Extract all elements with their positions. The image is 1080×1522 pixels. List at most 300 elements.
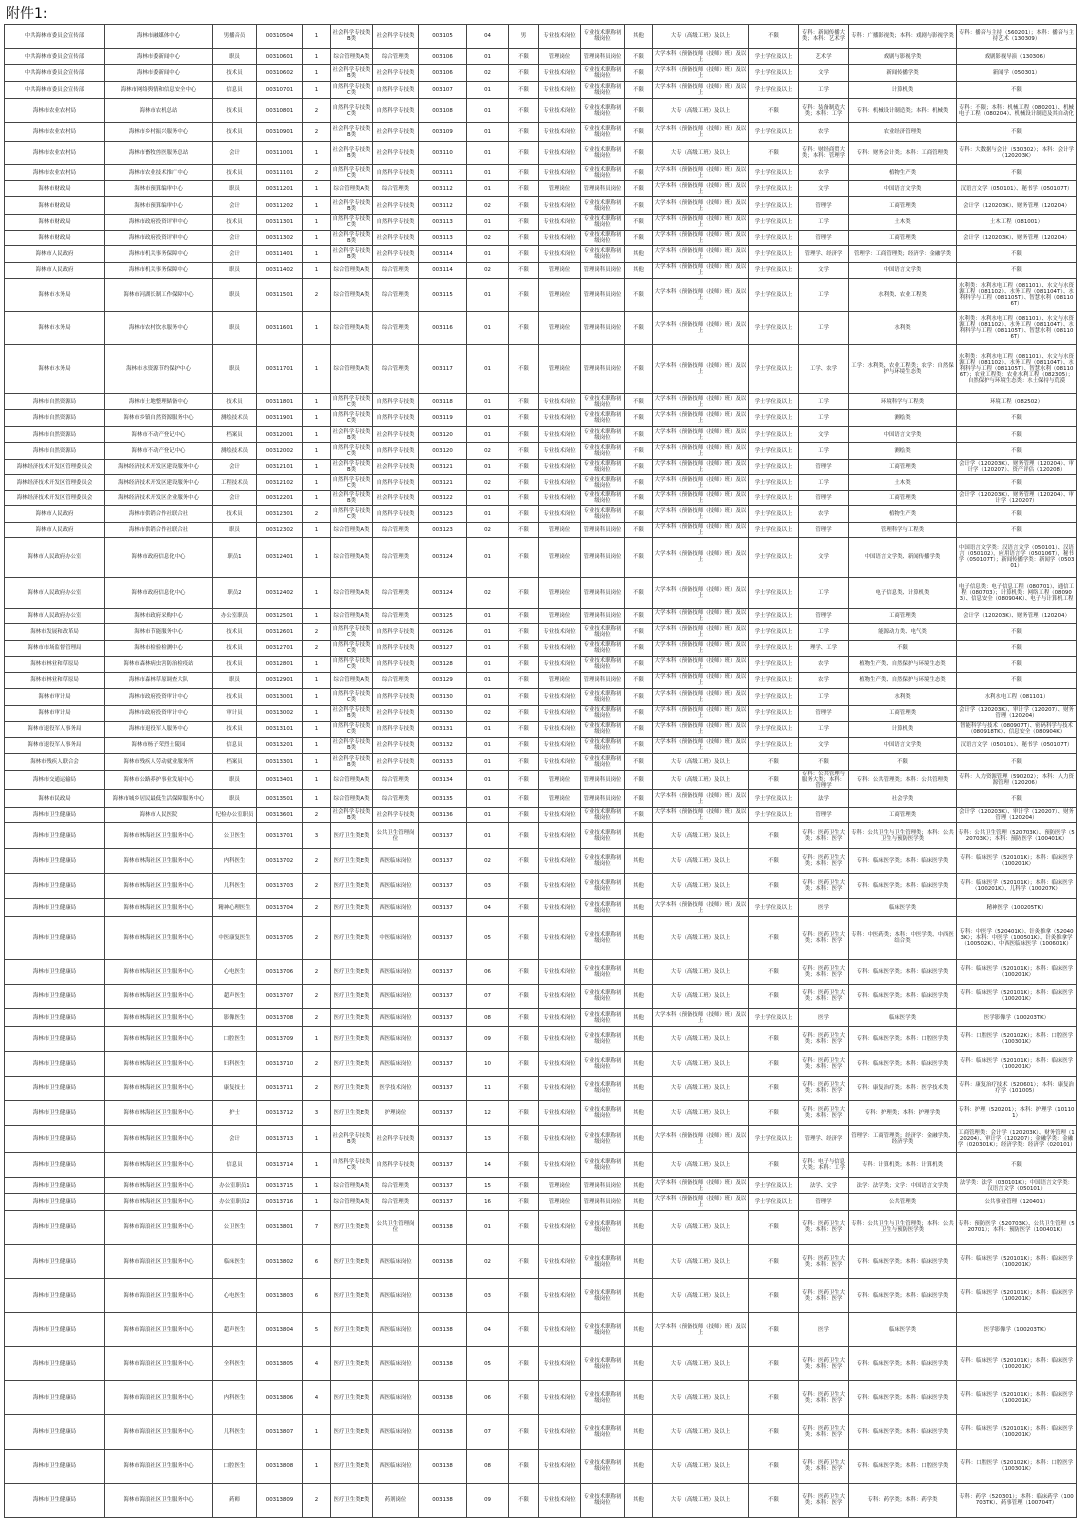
cell-degree: 学士学位及以上 bbox=[749, 165, 799, 180]
cell-post-seq: 02 bbox=[467, 262, 509, 279]
cell-major-category: 农学 bbox=[799, 672, 849, 689]
cell-post-level: 专业技术职称初级岗位 bbox=[581, 1313, 625, 1347]
cell-exam-category: 医疗卫生类E类 bbox=[331, 1076, 373, 1101]
cell-major-category: 专科：医药卫生大类；本科：医学 bbox=[799, 1076, 849, 1101]
table-row bbox=[5, 1210, 1077, 1244]
cell-count: 2 bbox=[303, 1076, 331, 1101]
cell-count: 1 bbox=[303, 770, 331, 790]
table-row bbox=[5, 393, 1077, 410]
cell-major-category: 专科：装备制造大类；本科：工学 bbox=[799, 99, 849, 123]
cell-post-name: 技术员 bbox=[213, 640, 257, 657]
cell-exam-category: 综合管理类A类 bbox=[331, 279, 373, 312]
cell-gender: 不限 bbox=[509, 1313, 539, 1347]
cell-major-detail: 不限 bbox=[957, 165, 1077, 180]
cell-exam-category: 自然科学专技类C类 bbox=[331, 81, 373, 99]
cell-post-code: 00312101 bbox=[257, 459, 303, 474]
table-row bbox=[5, 99, 1077, 123]
cell-gender: 不限 bbox=[509, 459, 539, 474]
cell-post-code: 00313001 bbox=[257, 689, 303, 706]
cell-post-name: 男播音员 bbox=[213, 25, 257, 49]
cell-degree: 学士学位及以上 bbox=[749, 443, 799, 460]
cell-post-name: 职员 bbox=[213, 279, 257, 312]
cell-count: 2 bbox=[303, 123, 331, 142]
cell-major-detail: 不限 bbox=[957, 443, 1077, 460]
cell-major-detail: 中国语言文学类：汉语言文学（050101）、汉语言（050102），应用语言学（050106T），秘书学（050107T）；新闻传播学类：新闻学（050301） bbox=[957, 538, 1077, 577]
cell-exam-subject: 综合管理类 bbox=[373, 790, 419, 808]
cell-exam-subject: 社会科学专技类 bbox=[373, 705, 419, 722]
cell-major-class: 中国语言文学类 bbox=[849, 262, 957, 279]
cell-exam-category: 医疗卫生类E类 bbox=[331, 984, 373, 1009]
cell-dept: 海林市审计局 bbox=[5, 705, 105, 722]
cell-major-detail: 不限 bbox=[957, 672, 1077, 689]
cell-subject-code: 003138 bbox=[419, 1244, 467, 1278]
cell-exam-subject: 综合管理类 bbox=[373, 345, 419, 394]
cell-subject-code: 003112 bbox=[419, 180, 467, 197]
cell-exam-subject: 公共卫生管理岗位 bbox=[373, 1210, 419, 1244]
cell-unit: 海林市杨子荣烈士陵园 bbox=[105, 737, 213, 754]
cell-post-type: 专业技术岗位 bbox=[539, 1126, 581, 1153]
cell-education: 大专（高级工班）及以上 bbox=[653, 1449, 749, 1483]
cell-exam-category: 社会科学专技类B类 bbox=[331, 754, 373, 771]
cell-count: 1 bbox=[303, 141, 331, 165]
cell-remark-type: 其他 bbox=[625, 1126, 653, 1153]
cell-post-code: 00313809 bbox=[257, 1483, 303, 1517]
cell-degree: 学士学位及以上 bbox=[749, 123, 799, 142]
cell-major-category: 文学 bbox=[799, 65, 849, 82]
cell-dept: 海林市卫生健康局 bbox=[5, 984, 105, 1009]
cell-unit: 海林市检验检测中心 bbox=[105, 640, 213, 657]
cell-exam-subject: 西医临床岗位 bbox=[373, 984, 419, 1009]
cell-post-seq: 01 bbox=[467, 410, 509, 427]
cell-count: 2 bbox=[303, 1009, 331, 1027]
cell-exam-subject: 综合管理类 bbox=[373, 538, 419, 577]
cell-post-level: 管理岗科员岗位 bbox=[581, 180, 625, 197]
table-row bbox=[5, 215, 1077, 230]
cell-post-level: 专业技术职称初级岗位 bbox=[581, 657, 625, 672]
cell-post-code: 00311301 bbox=[257, 215, 303, 230]
cell-remark-type: 其他 bbox=[625, 1009, 653, 1027]
cell-education: 大专（高级工班）及以上 bbox=[653, 141, 749, 165]
cell-major-detail: 不限 bbox=[957, 123, 1077, 142]
cell-post-level: 专业技术职称初级岗位 bbox=[581, 807, 625, 822]
cell-post-type: 专业技术岗位 bbox=[539, 722, 581, 737]
cell-post-seq: 01 bbox=[467, 393, 509, 410]
cell-subject-code: 003121 bbox=[419, 459, 467, 474]
cell-subject-code: 003138 bbox=[419, 1313, 467, 1347]
cell-count: 1 bbox=[303, 689, 331, 706]
cell-degree: 不限 bbox=[749, 1210, 799, 1244]
cell-post-name: 职员 bbox=[213, 48, 257, 65]
cell-subject-code: 003137 bbox=[419, 823, 467, 849]
cell-post-type: 专业技术岗位 bbox=[539, 81, 581, 99]
cell-remark-type: 其他 bbox=[625, 1076, 653, 1101]
cell-count: 1 bbox=[303, 345, 331, 394]
cell-post-level: 专业技术职称初级岗位 bbox=[581, 165, 625, 180]
cell-subject-code: 003137 bbox=[419, 1051, 467, 1076]
cell-post-type: 专业技术岗位 bbox=[539, 1244, 581, 1278]
cell-post-type: 管理岗位 bbox=[539, 770, 581, 790]
cell-post-seq: 01 bbox=[467, 538, 509, 577]
cell-subject-code: 003137 bbox=[419, 1026, 467, 1051]
cell-count: 2 bbox=[303, 874, 331, 899]
cell-post-level: 管理岗科员岗位 bbox=[581, 770, 625, 790]
cell-unit: 海林市畜牧兽医服务总站 bbox=[105, 141, 213, 165]
cell-exam-category: 自然科学专技类C类 bbox=[331, 443, 373, 460]
cell-post-type: 专业技术岗位 bbox=[539, 410, 581, 427]
cell-major-class: 专科：临床医学类；本科：临床医学类 bbox=[849, 1051, 957, 1076]
cell-unit: 海林市预算编审中心 bbox=[105, 180, 213, 197]
cell-major-detail: 工商管理类：会计学（120203K）、财务管理（120204）、审计学（120207）；金融学类：金融学（020301K）；经济学类：经济学（020101） bbox=[957, 1126, 1077, 1153]
cell-education: 大专（高级工班）及以上 bbox=[653, 1483, 749, 1517]
cell-remark-type: 其他 bbox=[625, 246, 653, 263]
cell-major-detail: 专科：临床医学（520101K）；本科：临床医学（100201K） bbox=[957, 984, 1077, 1009]
cell-major-detail: 专科：临床医学（520101K）；本科：临床医学（100201K） bbox=[957, 1381, 1077, 1415]
cell-remark-type: 不限 bbox=[625, 475, 653, 490]
cell-post-name: 技术员 bbox=[213, 722, 257, 737]
cell-exam-category: 自然科学专技类C类 bbox=[331, 722, 373, 737]
cell-dept: 海林市卫生健康局 bbox=[5, 959, 105, 984]
cell-post-level: 专业技术职称初级岗位 bbox=[581, 1449, 625, 1483]
table-row bbox=[5, 312, 1077, 345]
cell-major-class: 工商管理类 bbox=[849, 608, 957, 623]
cell-post-seq: 01 bbox=[467, 279, 509, 312]
cell-post-name: 公卫医生 bbox=[213, 1210, 257, 1244]
cell-post-level: 专业技术职称初级岗位 bbox=[581, 246, 625, 263]
cell-education: 大学本科（预备技师（技师）班）及以上 bbox=[653, 197, 749, 215]
cell-post-level: 专业技术职称初级岗位 bbox=[581, 640, 625, 657]
cell-post-level: 专业技术职称初级岗位 bbox=[581, 898, 625, 917]
cell-major-class: 临床医学类 bbox=[849, 1313, 957, 1347]
cell-post-level: 专业技术职称初级岗位 bbox=[581, 1153, 625, 1178]
cell-exam-subject: 综合管理类 bbox=[373, 1177, 419, 1194]
cell-post-code: 00312901 bbox=[257, 672, 303, 689]
cell-post-code: 00313707 bbox=[257, 984, 303, 1009]
cell-education: 大学本科（预备技师（技师）班）及以上 bbox=[653, 426, 749, 443]
cell-subject-code: 003129 bbox=[419, 672, 467, 689]
cell-post-level: 专业技术职称初级岗位 bbox=[581, 874, 625, 899]
cell-post-type: 管理岗位 bbox=[539, 577, 581, 608]
cell-count: 2 bbox=[303, 984, 331, 1009]
cell-degree: 学士学位及以上 bbox=[749, 65, 799, 82]
cell-education: 大学本科（预备技师（技师）班）及以上 bbox=[653, 1126, 749, 1153]
cell-education: 大专（高级工班）及以上 bbox=[653, 1153, 749, 1178]
cell-exam-category: 社会科学专技类B类 bbox=[331, 197, 373, 215]
cell-count: 1 bbox=[303, 754, 331, 771]
cell-gender: 不限 bbox=[509, 722, 539, 737]
cell-gender: 不限 bbox=[509, 1483, 539, 1517]
cell-major-category: 理学、工学 bbox=[799, 640, 849, 657]
cell-unit: 海林市农机总站 bbox=[105, 99, 213, 123]
cell-major-detail: 不限 bbox=[957, 522, 1077, 537]
cell-exam-category: 社会科学专技类B类 bbox=[331, 807, 373, 822]
cell-major-category: 工学、农学 bbox=[799, 345, 849, 394]
cell-unit: 海林市政府投资评审中心 bbox=[105, 230, 213, 245]
cell-gender: 不限 bbox=[509, 959, 539, 984]
cell-post-type: 专业技术岗位 bbox=[539, 1051, 581, 1076]
cell-post-type: 专业技术岗位 bbox=[539, 624, 581, 641]
cell-post-level: 专业技术职称初级岗位 bbox=[581, 490, 625, 505]
cell-major-class: 工学：水利类、农业工程类；农学：自然保护与环境生态类 bbox=[849, 345, 957, 394]
cell-major-category: 专科：电子与信息大类；本科：工学 bbox=[799, 1153, 849, 1178]
cell-post-name: 职员 bbox=[213, 672, 257, 689]
cell-post-code: 00312001 bbox=[257, 426, 303, 443]
cell-education: 大学本科（预备技师（技师）班）及以上 bbox=[653, 657, 749, 672]
cell-subject-code: 003121 bbox=[419, 475, 467, 490]
cell-gender: 不限 bbox=[509, 754, 539, 771]
cell-post-seq: 10 bbox=[467, 1051, 509, 1076]
cell-dept: 海林市水务局 bbox=[5, 312, 105, 345]
table-row bbox=[5, 345, 1077, 394]
cell-education: 大学本科（预备技师（技师）班）及以上 bbox=[653, 577, 749, 608]
cell-unit: 海林市节能服务中心 bbox=[105, 624, 213, 641]
cell-post-seq: 02 bbox=[467, 577, 509, 608]
cell-major-detail: 会计学（120203K）、财务管理（120204） bbox=[957, 197, 1077, 215]
cell-subject-code: 003131 bbox=[419, 722, 467, 737]
cell-post-code: 00313808 bbox=[257, 1449, 303, 1483]
cell-gender: 不限 bbox=[509, 1026, 539, 1051]
cell-post-name: 技术员 bbox=[213, 215, 257, 230]
cell-post-level: 专业技术职称初级岗位 bbox=[581, 197, 625, 215]
cell-dept: 海林市卫生健康局 bbox=[5, 1194, 105, 1211]
cell-exam-subject: 综合管理类 bbox=[373, 312, 419, 345]
table-row bbox=[5, 672, 1077, 689]
cell-gender: 不限 bbox=[509, 823, 539, 849]
cell-major-class: 测绘类 bbox=[849, 443, 957, 460]
table-row bbox=[5, 1449, 1077, 1483]
cell-post-code: 00313601 bbox=[257, 807, 303, 822]
cell-major-category: 专科：医药卫生大类；本科：医学 bbox=[799, 1210, 849, 1244]
cell-post-level: 专业技术职称初级岗位 bbox=[581, 141, 625, 165]
cell-exam-category: 社会科学专技类B类 bbox=[331, 141, 373, 165]
cell-post-seq: 01 bbox=[467, 790, 509, 808]
cell-remark-type: 不限 bbox=[625, 165, 653, 180]
cell-post-code: 00311601 bbox=[257, 312, 303, 345]
cell-gender: 不限 bbox=[509, 312, 539, 345]
cell-post-name: 公卫医生 bbox=[213, 823, 257, 849]
cell-post-seq: 04 bbox=[467, 898, 509, 917]
cell-exam-subject: 西医临床岗位 bbox=[373, 1279, 419, 1313]
cell-exam-subject: 西医临床岗位 bbox=[373, 1415, 419, 1449]
cell-gender: 不限 bbox=[509, 672, 539, 689]
cell-degree: 不限 bbox=[749, 1483, 799, 1517]
cell-post-seq: 01 bbox=[467, 99, 509, 123]
cell-degree: 学士学位及以上 bbox=[749, 230, 799, 245]
cell-unit: 海林市森林病虫害防治检疫站 bbox=[105, 657, 213, 672]
cell-education: 大学本科（预备技师（技师）班）及以上 bbox=[653, 490, 749, 505]
cell-dept: 中共海林市委员会宣传部 bbox=[5, 65, 105, 82]
cell-post-name: 办公室职员 bbox=[213, 608, 257, 623]
cell-post-seq: 03 bbox=[467, 874, 509, 899]
cell-unit: 海林市政府信息化中心 bbox=[105, 538, 213, 577]
cell-major-detail: 专科：大数据与会计（530302）；本科：会计学（120203K） bbox=[957, 141, 1077, 165]
cell-dept: 海林市市场监督管理局 bbox=[5, 640, 105, 657]
cell-post-level: 管理岗科员岗位 bbox=[581, 608, 625, 623]
cell-major-detail: 汉语言文学（050101）、秘书学（050107T） bbox=[957, 180, 1077, 197]
cell-post-level: 管理岗科员岗位 bbox=[581, 279, 625, 312]
cell-post-seq: 13 bbox=[467, 1126, 509, 1153]
cell-remark-type: 其他 bbox=[625, 1279, 653, 1313]
cell-exam-subject: 自然科学专技类 bbox=[373, 81, 419, 99]
cell-subject-code: 003130 bbox=[419, 705, 467, 722]
cell-post-seq: 01 bbox=[467, 180, 509, 197]
cell-dept: 海林市残疾人联合会 bbox=[5, 754, 105, 771]
cell-gender: 不限 bbox=[509, 1009, 539, 1027]
cell-remark-type: 其他 bbox=[625, 1415, 653, 1449]
cell-unit: 海林市退役军人服务中心 bbox=[105, 722, 213, 737]
cell-remark-type: 不限 bbox=[625, 807, 653, 822]
cell-gender: 不限 bbox=[509, 640, 539, 657]
cell-remark-type: 其他 bbox=[625, 849, 653, 874]
cell-post-code: 00313806 bbox=[257, 1381, 303, 1415]
cell-subject-code: 003138 bbox=[419, 1449, 467, 1483]
cell-count: 1 bbox=[303, 522, 331, 537]
cell-count: 1 bbox=[303, 410, 331, 427]
cell-degree: 学士学位及以上 bbox=[749, 81, 799, 99]
cell-post-level: 专业技术职称初级岗位 bbox=[581, 1347, 625, 1381]
cell-degree: 学士学位及以上 bbox=[749, 1126, 799, 1153]
cell-education: 大专（高级工班）及以上 bbox=[653, 984, 749, 1009]
cell-major-detail: 不限 bbox=[957, 790, 1077, 808]
table-row bbox=[5, 790, 1077, 808]
cell-post-name: 职员 bbox=[213, 180, 257, 197]
cell-post-code: 00313713 bbox=[257, 1126, 303, 1153]
cell-count: 1 bbox=[303, 1415, 331, 1449]
cell-subject-code: 003136 bbox=[419, 807, 467, 822]
cell-education: 大专（高级工班）及以上 bbox=[653, 823, 749, 849]
recruitment-table bbox=[4, 24, 1077, 1518]
cell-education: 大学本科（预备技师（技师）班）及以上 bbox=[653, 506, 749, 523]
cell-education: 大专（高级工班）及以上 bbox=[653, 770, 749, 790]
cell-major-class: 戏剧与影视学类 bbox=[849, 48, 957, 65]
cell-major-class: 水利类、农业工程类 bbox=[849, 279, 957, 312]
cell-exam-category: 综合管理类A类 bbox=[331, 180, 373, 197]
cell-post-level: 专业技术职称初级岗位 bbox=[581, 1210, 625, 1244]
table-row bbox=[5, 1347, 1077, 1381]
cell-dept: 海林市自然资源局 bbox=[5, 443, 105, 460]
cell-count: 1 bbox=[303, 215, 331, 230]
cell-major-category: 专科：医药卫生大类；本科：医学 bbox=[799, 959, 849, 984]
cell-major-detail: 专科：临床医学（520101K）；本科：临床医学（100201K） bbox=[957, 1347, 1077, 1381]
cell-remark-type: 不限 bbox=[625, 230, 653, 245]
cell-exam-subject: 自然科学专技类 bbox=[373, 722, 419, 737]
cell-post-seq: 04 bbox=[467, 1313, 509, 1347]
cell-dept: 海林市民政局 bbox=[5, 790, 105, 808]
cell-gender: 不限 bbox=[509, 246, 539, 263]
cell-count: 1 bbox=[303, 475, 331, 490]
cell-major-category: 医学 bbox=[799, 1313, 849, 1347]
cell-count: 2 bbox=[303, 279, 331, 312]
cell-major-detail: 专科：临床医学（520101K）；本科：临床医学（100201K） bbox=[957, 1279, 1077, 1313]
cell-subject-code: 003112 bbox=[419, 197, 467, 215]
recruitment-table-sheet bbox=[4, 24, 1076, 1518]
cell-degree: 不限 bbox=[749, 1449, 799, 1483]
cell-post-seq: 06 bbox=[467, 959, 509, 984]
cell-post-code: 00313801 bbox=[257, 1210, 303, 1244]
cell-major-class: 中国语言文学类 bbox=[849, 426, 957, 443]
cell-major-class: 计算机类 bbox=[849, 722, 957, 737]
cell-major-category: 法学 bbox=[799, 790, 849, 808]
cell-count: 1 bbox=[303, 737, 331, 754]
cell-major-class: 中国语言文学类、新闻传播学类 bbox=[849, 538, 957, 577]
cell-post-seq: 01 bbox=[467, 823, 509, 849]
cell-exam-subject: 西医临床岗位 bbox=[373, 1026, 419, 1051]
cell-major-detail: 会计学（120203K）、财务管理（120204） bbox=[957, 230, 1077, 245]
cell-subject-code: 003116 bbox=[419, 312, 467, 345]
cell-post-type: 专业技术岗位 bbox=[539, 1210, 581, 1244]
cell-post-type: 专业技术岗位 bbox=[539, 1449, 581, 1483]
cell-post-seq: 01 bbox=[467, 48, 509, 65]
cell-post-name: 会计 bbox=[213, 246, 257, 263]
cell-post-seq: 11 bbox=[467, 1076, 509, 1101]
cell-dept: 海林市卫生健康局 bbox=[5, 1279, 105, 1313]
cell-remark-type: 不限 bbox=[625, 215, 653, 230]
cell-major-detail: 不限 bbox=[957, 246, 1077, 263]
cell-count: 2 bbox=[303, 1051, 331, 1076]
cell-remark-type: 其他 bbox=[625, 1101, 653, 1126]
cell-post-type: 专业技术岗位 bbox=[539, 1381, 581, 1415]
cell-major-detail: 电子信息类：电子信息工程（080701）、通信工程（080703）；计算机类：网络工程（080903）、信息安全（080904K）、电子与计算机工程 bbox=[957, 577, 1077, 608]
cell-dept: 海林市卫生健康局 bbox=[5, 1009, 105, 1027]
cell-dept: 海林市农业农村局 bbox=[5, 141, 105, 165]
cell-major-class: 农业经济管理类 bbox=[849, 123, 957, 142]
cell-dept: 海林市林业和草原局 bbox=[5, 672, 105, 689]
cell-post-level: 专业技术职称初级岗位 bbox=[581, 123, 625, 142]
table-row bbox=[5, 197, 1077, 215]
cell-major-detail: 不限 bbox=[957, 81, 1077, 99]
table-row bbox=[5, 443, 1077, 460]
cell-unit: 海林市委新闻中心 bbox=[105, 48, 213, 65]
cell-major-detail: 水利类：水利水电工程（081101）、水文与水资源工程（081102）、水务工程（081104T）、水利科学与工程（081105T）、智慧水利（081106T） bbox=[957, 312, 1077, 345]
cell-education: 大学本科（预备技师（技师）班）及以上 bbox=[653, 640, 749, 657]
cell-post-seq: 04 bbox=[467, 25, 509, 49]
cell-major-class: 专科：临床医学类；本科：临床医学类 bbox=[849, 849, 957, 874]
cell-exam-subject: 社会科学专技类 bbox=[373, 197, 419, 215]
cell-subject-code: 003133 bbox=[419, 754, 467, 771]
cell-major-category: 艺术学 bbox=[799, 48, 849, 65]
table-row bbox=[5, 180, 1077, 197]
cell-post-seq: 01 bbox=[467, 672, 509, 689]
cell-subject-code: 003137 bbox=[419, 898, 467, 917]
cell-education: 大专（高级工班）及以上 bbox=[653, 874, 749, 899]
cell-major-category: 工学 bbox=[799, 722, 849, 737]
cell-post-type: 专业技术岗位 bbox=[539, 443, 581, 460]
cell-education: 大学本科（预备技师（技师）班）及以上 bbox=[653, 262, 749, 279]
cell-major-category: 不限 bbox=[799, 754, 849, 771]
cell-major-detail: 专科：口腔医学（520102K）；本科：口腔医学（100301K） bbox=[957, 1449, 1077, 1483]
cell-post-type: 专业技术岗位 bbox=[539, 1009, 581, 1027]
cell-gender: 不限 bbox=[509, 165, 539, 180]
cell-post-type: 专业技术岗位 bbox=[539, 1347, 581, 1381]
cell-unit: 海林市林海社区卫生服务中心 bbox=[105, 1101, 213, 1126]
cell-unit: 海林市海浪社区卫生服务中心 bbox=[105, 1381, 213, 1415]
cell-unit: 海林市政府投资审计中心 bbox=[105, 689, 213, 706]
cell-post-code: 00313803 bbox=[257, 1279, 303, 1313]
cell-exam-category: 社会科学专技类B类 bbox=[331, 25, 373, 49]
cell-degree: 不限 bbox=[749, 1244, 799, 1278]
cell-subject-code: 003137 bbox=[419, 1101, 467, 1126]
cell-count: 1 bbox=[303, 1177, 331, 1194]
cell-gender: 不限 bbox=[509, 538, 539, 577]
cell-major-class: 计算机类 bbox=[849, 81, 957, 99]
cell-post-level: 管理岗科员岗位 bbox=[581, 48, 625, 65]
cell-post-type: 管理岗位 bbox=[539, 180, 581, 197]
cell-degree: 学士学位及以上 bbox=[749, 279, 799, 312]
cell-major-category: 管理学 bbox=[799, 522, 849, 537]
cell-post-seq: 02 bbox=[467, 230, 509, 245]
cell-major-class: 专科：计算机类；本科：计算机类 bbox=[849, 1153, 957, 1178]
cell-gender: 不限 bbox=[509, 1101, 539, 1126]
cell-major-category: 农学 bbox=[799, 657, 849, 672]
